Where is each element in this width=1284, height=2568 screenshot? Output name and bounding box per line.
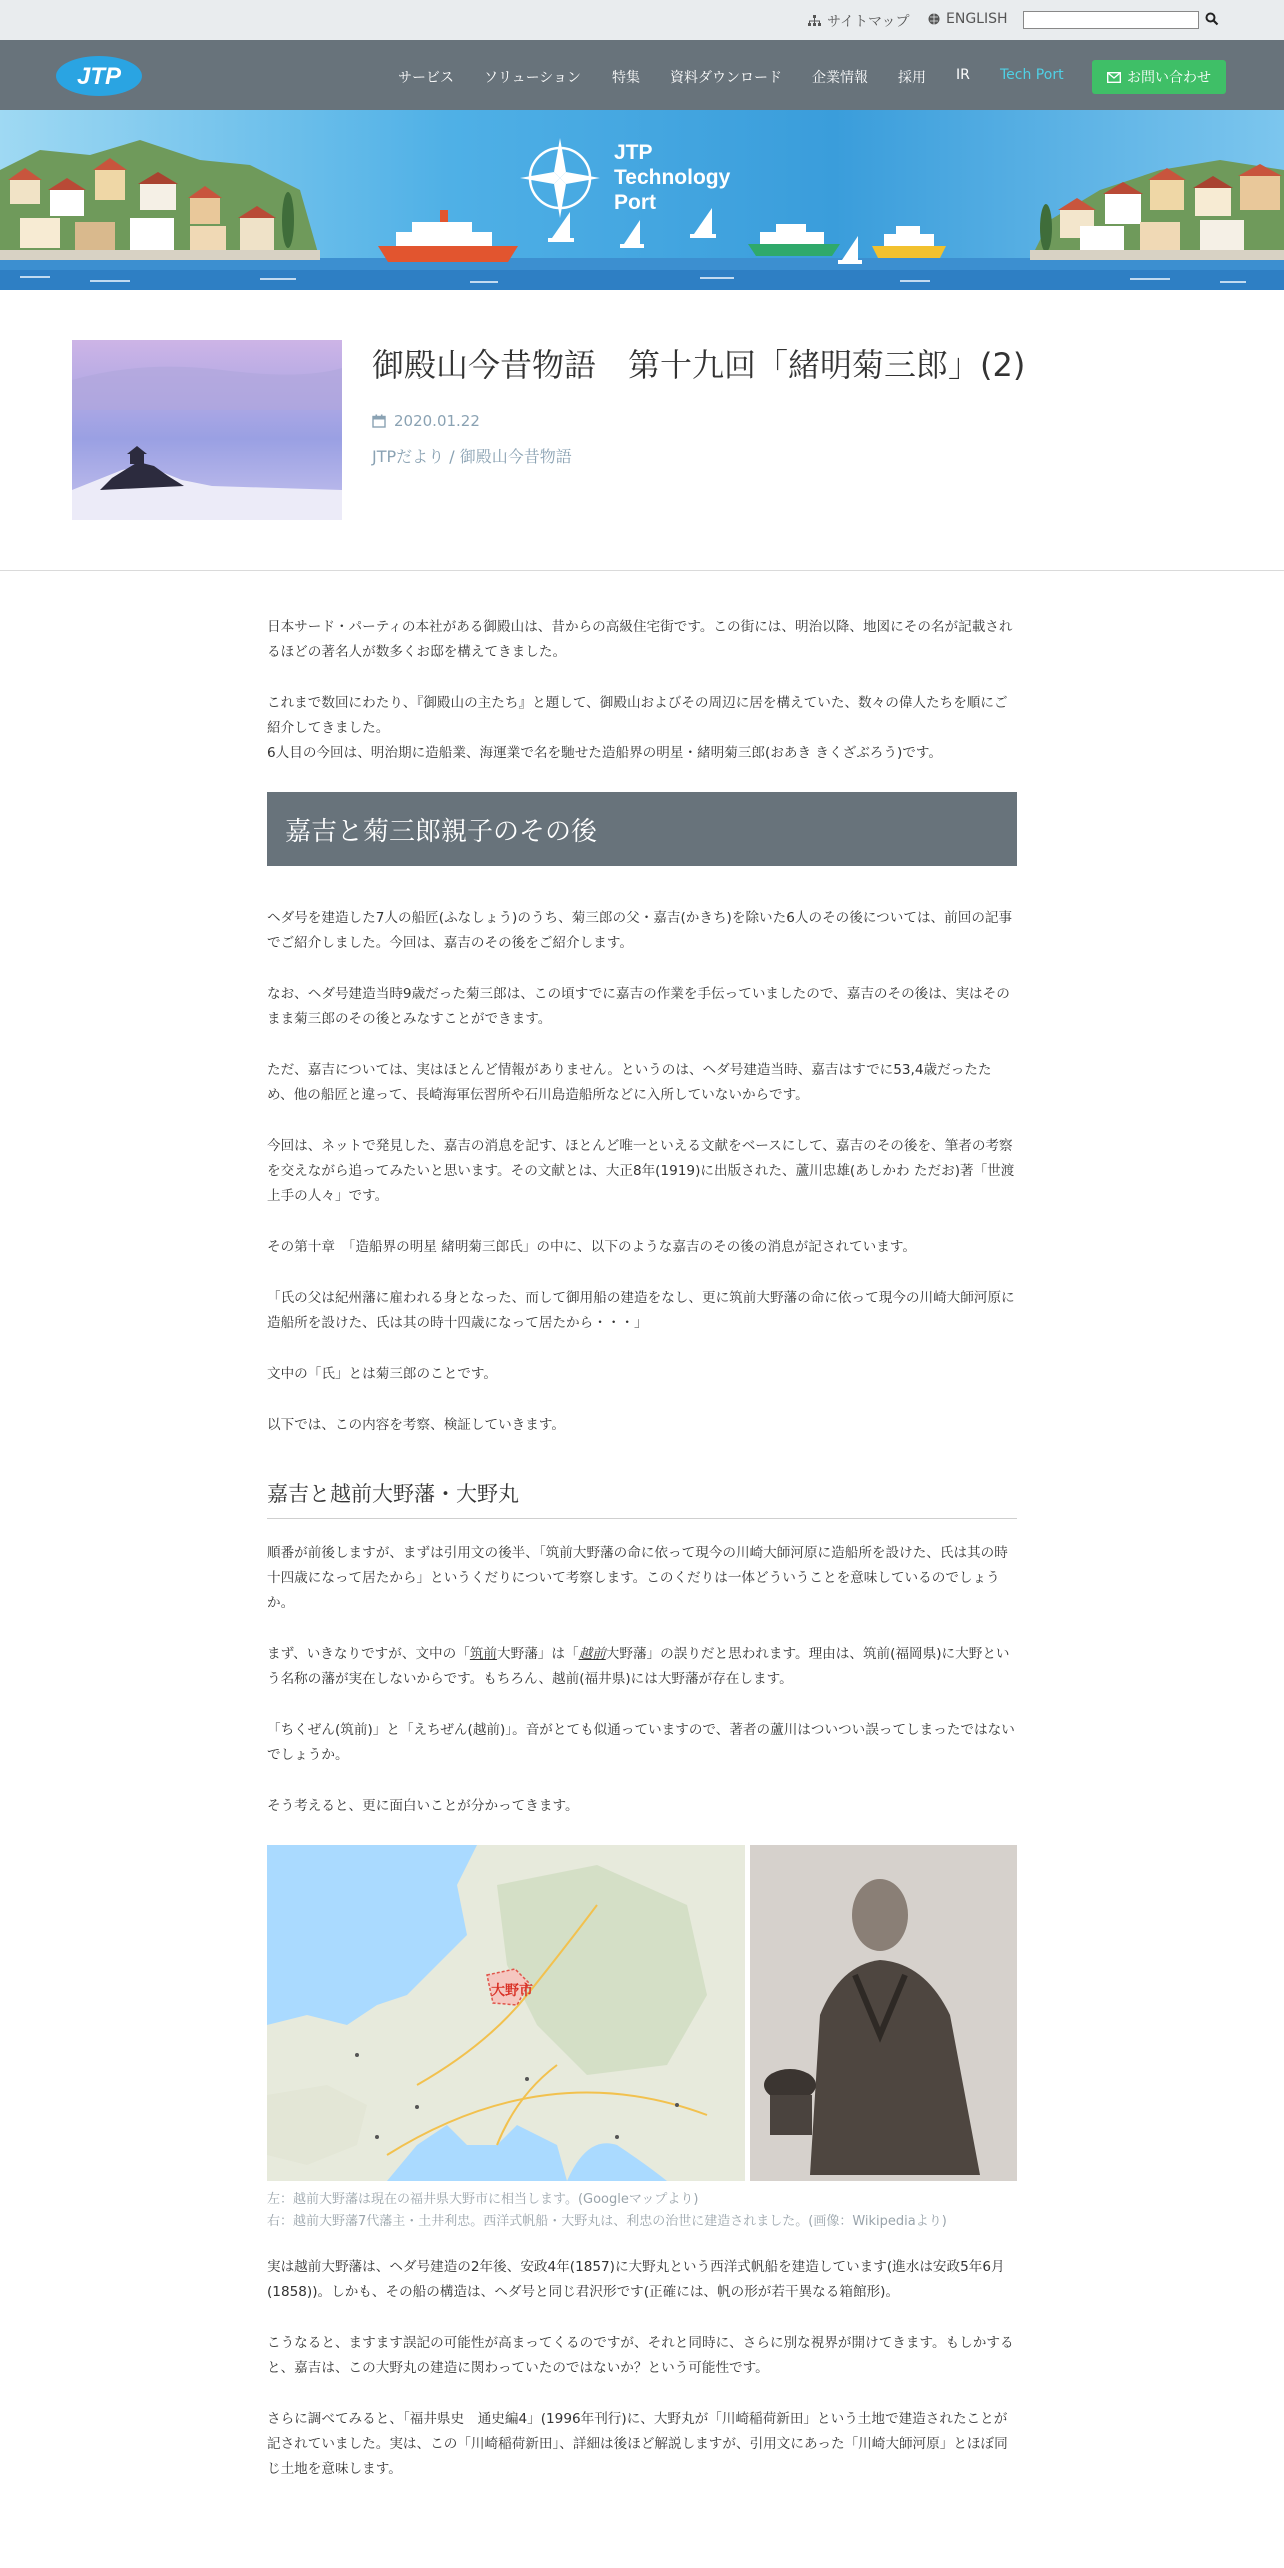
intro-2-line-2: 6人目の今回は、明治期に造船業、海運業で名を馳せた造船界の明星・緒明菊三郎(おあき きくざぶろう)です。 [267, 745, 942, 761]
logo-text: JTP [76, 63, 122, 90]
paragraph-3: ただ、嘉吉については、実はほとんど情報がありません。というのは、ヘダ号建造当時、嘉吉はすでに53,4歳だったため、他の船匠と違って、長崎海軍伝習所や石川島造船所などに入所していないからです。 [267, 1062, 992, 1103]
p10-underlined-echizen: 越前 [578, 1646, 606, 1662]
paragraph-13: 実は越前大野藩は、ヘダ号建造の2年後、安政4年(1857)に大野丸という西洋式帆船を建造しています(進水は安政5年6月(1858))。しかも、その船の構造は、ヘダ号と同じ君沢形です(正確には、帆の形が若干異なる箱館形)。 [267, 2259, 1005, 2300]
jtp-logo[interactable] [56, 55, 142, 97]
harbor-illustration [0, 110, 1284, 290]
paragraph-1: ヘダ号を建造した7人の船匠(ふなしょう)のうち、菊三郎の父・嘉吉(かきち)を除いた6人のその後については、前回の記事でご紹介しました。今回は、嘉吉のその後をご紹介します。 [267, 910, 1013, 951]
envelope-icon [1107, 72, 1121, 83]
jtp-logo-mark [56, 55, 142, 97]
paragraph-10 [267, 1642, 1017, 1692]
map-city-label: 大野市 [491, 1983, 533, 1999]
banner-title-line3: Port [614, 191, 656, 214]
p10-part-a: まず、いきなりですが、文中の「 [267, 1646, 470, 1662]
map-image[interactable] [267, 1845, 745, 2181]
nav-item-company[interactable]: 企業情報 [812, 70, 868, 86]
paragraph-11: 「ちくぜん(筑前)」と「えちぜん(越前)」。音がとても似通っていますので、著者の蘆川はついつい誤ってしまったではないでしょうか。 [267, 1722, 1015, 1763]
english-link[interactable] [928, 11, 1008, 27]
utility-bar [0, 0, 1284, 41]
post-date-text: 2020.01.22 [394, 412, 480, 430]
nav-item-tech-port[interactable]: Tech Port [1000, 67, 1064, 83]
nav-item-recruit[interactable]: 採用 [898, 70, 926, 86]
paragraph-intro-2 [267, 691, 1017, 766]
p10-part-e: 大野藩」の誤りだと思われます。理由は、筑前(福岡県)に大野という名称の藩が実在しないからです。もちろん、越前(福井県)には大野藩が存在します。 [267, 1646, 1010, 1687]
main-nav [0, 40, 1284, 110]
paragraph-7: 文中の「氏」とは菊三郎のことです。 [267, 1366, 498, 1382]
caption-right: 右：越前大野藩7代藩主・土井利忠。西洋式帆船・大野丸は、利忠の治世に建造されました。(画像：Wikipediaより) [267, 2214, 947, 2229]
contact-label: お問い合わせ [1127, 70, 1211, 86]
english-label: ENGLISH [946, 11, 1008, 27]
paragraph-12: そう考えると、更に面白いことが分かってきます。 [267, 1798, 579, 1814]
subsection-heading: 嘉吉と越前大野藩・大野丸 [267, 1478, 1017, 1519]
globe-icon [928, 13, 940, 25]
nav-item-ir[interactable]: IR [956, 67, 970, 83]
figure-caption [267, 2189, 1017, 2233]
paragraph-15: さらに調べてみると、「福井県史 通史編4」(1996年刊行)に、大野丸が「川崎稲荷新田」という土地で建造されたことが記されていました。実は、この「川崎稲荷新田」、詳細は後ほど解説しますが、引用文にあった「川崎大師河原」とほぼ同じ土地を意味します。 [267, 2411, 1008, 2477]
p10-underlined-chikuzen: 筑前 [469, 1646, 498, 1662]
caption-left: 左：越前大野藩は現在の福井県大野市に相当します。(Googleマップより) [267, 2192, 699, 2207]
banner-title-line1: JTP [614, 141, 653, 164]
post-thumbnail[interactable] [72, 340, 342, 520]
sitemap-link[interactable] [808, 11, 909, 31]
post-date [372, 412, 480, 430]
paragraph-intro-1: 日本サード・パーティの本社がある御殿山は、昔からの高級住宅街です。この街には、明治以降、地図にその名が記載されるほどの著名人が数多くお邸を構えてきました。 [267, 619, 1013, 660]
quote-paragraph: 「氏の父は紀州藩に雇われる身となった、而して御用船の建造をなし、更に筑前大野藩の命に依って現今の川崎大師河原に造船所を設けた、氏は其の時十四歳になって居たから・・・」 [267, 1290, 1015, 1331]
search-input[interactable] [1023, 11, 1199, 29]
p10-part-c: 大野藩」は「 [497, 1646, 579, 1662]
post-header [0, 290, 1284, 571]
nav-item-downloads[interactable]: 資料ダウンロード [670, 70, 782, 86]
doi-toshitada-portrait [750, 1845, 1017, 2181]
paragraph-2: なお、ヘダ号建造当時9歳だった菊三郎は、この頃すでに嘉吉の作業を手伝っていましたので、嘉吉のその後は、実はそのまま菊三郎のその後とみなすことができます。 [267, 986, 1010, 1027]
sitemap-icon [808, 15, 821, 27]
calendar-icon [372, 414, 386, 428]
paragraph-9: 順番が前後しますが、まずは引用文の後半、「筑前大野藩の命に依って現今の川崎大師河原に造船所を設けた、氏は其の時十四歳になって居たから」というくだりについて考察します。このくだりは一体どういうことを意味しているのでしょうか。 [267, 1545, 1008, 1611]
article-body [267, 615, 1017, 2508]
page-title: 御殿山今昔物語 第十九回「緒明菊三郎」(2) [372, 346, 1026, 384]
search-button[interactable] [1205, 11, 1223, 29]
search-icon [1205, 12, 1219, 26]
contact-button[interactable] [1092, 60, 1226, 94]
paragraph-4: 今回は、ネットで発見した、嘉吉の消息を記す、ほとんど唯一といえる文献をベースにして、嘉吉のその後を、筆者の考察を交えながら追ってみたいと思います。その文献とは、大正8年(1919)に出版された、蘆川忠雄(あしかわ ただお)著「世渡上手の人々」です。 [267, 1138, 1015, 1204]
paragraph-5: その第十章 「造船界の明星 緒明菊三郎氏」の中に、以下のような嘉吉のその後の消息が記されています。 [267, 1239, 916, 1255]
tech-port-banner [0, 110, 1284, 290]
post-categories[interactable]: JTPだより / 御殿山今昔物語 [372, 447, 572, 466]
map-of-ono-city [267, 1845, 745, 2181]
intro-2-line-1: これまで数回にわたり、『御殿山の主たち』と題して、御殿山およびその周辺に居を構えていた、数々の偉人たちを順にご紹介してきました。 [267, 695, 1008, 736]
portrait-image[interactable] [750, 1845, 1017, 2181]
figure-row [267, 1845, 1017, 2181]
section-heading: 嘉吉と菊三郎親子のその後 [267, 792, 1017, 866]
paragraph-8: 以下では、この内容を考察、検証していきます。 [267, 1417, 565, 1433]
banner-title-line2: Technology [614, 166, 731, 189]
sitemap-label: サイトマップ [827, 14, 910, 30]
nav-item-features[interactable]: 特集 [612, 70, 640, 86]
castle-in-fog-image [72, 340, 342, 520]
paragraph-14: こうなると、ますます誤記の可能性が高まってくるのですが、それと同時に、さらに別な視界が開けてきます。もしかすると、嘉吉は、この大野丸の建造に関わっていたのではないか？という可能性です。 [267, 2335, 1014, 2376]
nav-item-services[interactable]: サービス [398, 70, 454, 86]
nav-item-solutions[interactable]: ソリューション [484, 70, 582, 86]
